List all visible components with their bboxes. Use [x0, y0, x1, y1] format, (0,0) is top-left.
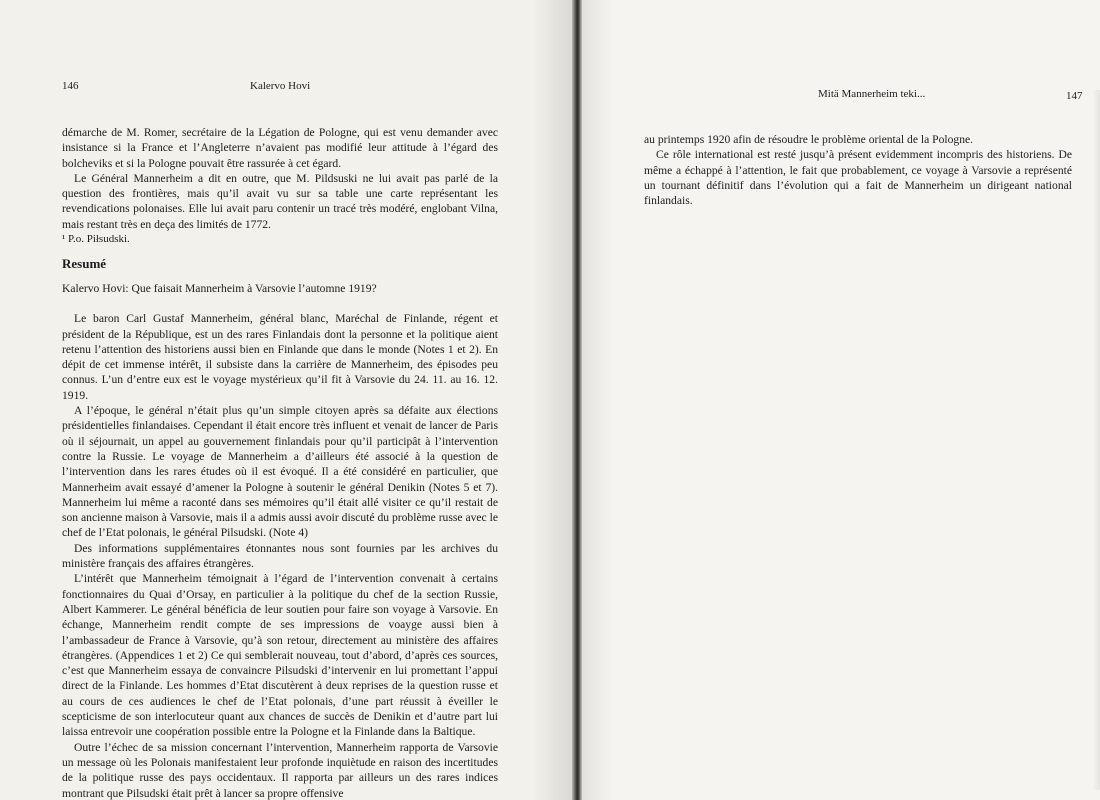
paragraph: Des informations supplémentaires étonnantes nous sont fournies par les archives du ministère français des affaires étrangères.	[62, 541, 498, 571]
footnote: ¹ P.o. Piłsudski.	[62, 233, 130, 246]
subtitle: Kalervo Hovi: Que faisait Mannerheim à Varsovie l’automne 1919?	[62, 282, 377, 295]
book-gutter	[572, 0, 582, 800]
paragraph: Outre l’échec de sa mission concernant l’intervention, Mannerheim rapporta de Varsovie un message où les Polonais manifestaient leur profonde inquiètude en raison des incertitudes de la politique russe des pays occidentaux. Il rapporta par ailleurs un des rares indices montrant que Pilsudski était prêt à lancer sa propre offensive	[62, 740, 498, 800]
section-heading: Resumé	[62, 256, 107, 271]
left-top-text	[62, 125, 498, 246]
left-page-number: 146	[62, 80, 79, 92]
paragraph: au printemps 1920 afin de résoudre le problème oriental de la Pologne.	[644, 133, 974, 146]
right-page-number: 147	[1066, 90, 1083, 102]
paragraph: Ce rôle international est resté jusqu’à présent evidemment incompris des historiens. De même a échappé à l’attention, le fait que probablement, ce voyage à Varsovie a représenté un tournant définitif dans l’évolution qui a fait de Mannerheim un dirigeant national finlandais.	[644, 148, 1072, 208]
paragraph: démarche de M. Romer, secrétaire de la Légation de Pologne, qui est venu demander avec insistance si la France et l’Angleterre n’avaient pas modifié leur attitude à l’égard des bolcheviks et si la Pologne pouvait être rassurée à cet égard.	[62, 126, 498, 170]
right-body-text	[644, 132, 1072, 208]
right-running-head: Mitä Mannerheim teki...	[818, 88, 926, 100]
paragraph: Le Général Mannerheim a dit en outre, que M. Pildsuski ne lui avait pas parlé de la question des frontières, mais qu’il avait vu sur sa table une carte représentant les revendications polonaises. Elle lui avait paru contenir un tracé très modéré, englobant Vilna, mais restant très en deça des limités de 1772.	[62, 171, 498, 231]
left-running-head: Kalervo Hovi	[250, 80, 311, 92]
paragraph: A l’époque, le général n’était plus qu’un simple citoyen après sa défaite aux élections présidentielles finlandaises. Cependant il était encore très influent et venait de lancer de Paris où il séjournait, un appel au gouvernement finlandais pour qu’il participât à l’intervention contre la Russie. Le voyage de Mannerheim a d’ailleurs été associé à la question de l’intervention dans les rares études où il est évoqué. Il a été considéré en particulier, que Mannerheim avait essayé d’amener la Pologne à soutenir le général Denikin (Notes 5 et 7). Mannerheim lui même a raconté dans ses mémoires qu’il était allé visiter ce qu’il restait de son ancienne maison à Varsovie, mais il a admis aussi avoir discuté du problème russe avec le chef de l’Etat polonais, le général Pilsudski. (Note 4)	[62, 404, 498, 540]
right-page	[582, 0, 1100, 800]
left-body-text	[62, 281, 498, 800]
paragraph: L’intérêt que Mannerheim témoignait à l’égard de l’intervention convenait à certains fonctionnaires du Quai d’Orsay, en particulier à la politique du chef de la section Russie, Albert Kammerer. Le général bénéficia de leur soutien pour faire son voyage à Varsovie. En échange, Mannerheim rendit compte de ses impressions de voayge aussi bien à l’ambassadeur de France à Varsovie, qu’à son retour, directement au ministère des affaires étrangères. (Appendices 1 et 2) Ce qui semblerait nouveau, tout d’abord, d’après ces sources, c’est que Mannerheim essaya de convaincre Pilsudski d’intervenir en lui promettant l’appui direct de la Finlande. Les hommes d’Etat discutèrent à deux reprises de la question russe et au cours de ces audiences le chef de l’Etat polonais, d’une part réussit à éveiller le scepticisme de son interlocuteur quant aux chances de succès de Denikin et d’autre part lui laissa entrevoir une coopération possible entre la Pologne et la Finlande dans la Baltique.	[62, 572, 498, 739]
page-edge-shadow	[1092, 90, 1100, 790]
paragraph: Le baron Carl Gustaf Mannerheim, général blanc, Maréchal de Finlande, régent et président de la République, est un des rares Finlandais dont la personne et la politique aient retenu l’attention des historiens aussi bien en Finlande que dans le monde (Notes 1 et 2). En dépit de cet immense intérêt, il subsiste dans la carrière de Mannerheim, des épisodes peu connus. L’un d’entre eux est le voyage mystérieux qu’il fit à Varsovie du 24. 11. au 16. 12. 1919.	[62, 312, 498, 402]
